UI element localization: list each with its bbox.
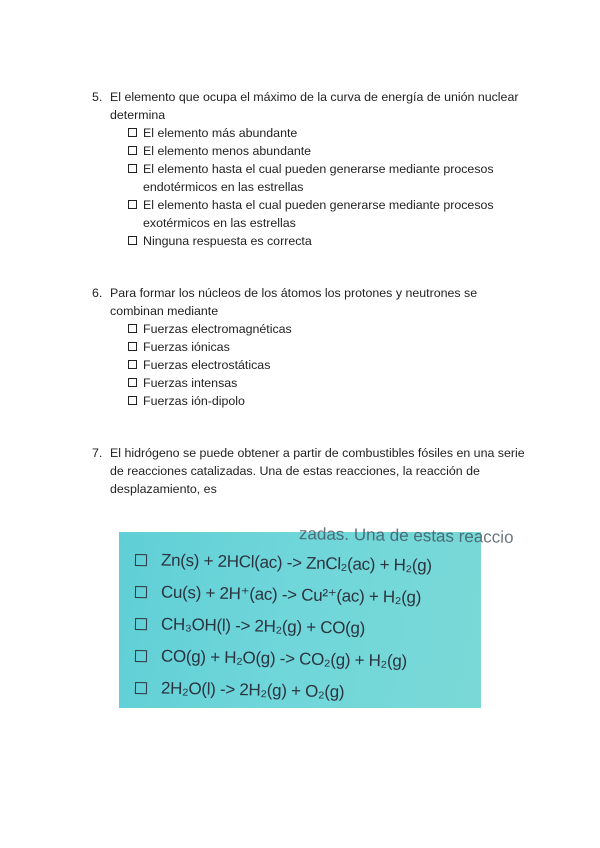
question-text: Para formar los núcleos de los átomos los protones y neutrones se combinan mediante <box>110 286 478 318</box>
option[interactable] <box>128 374 532 392</box>
reaction-text: Zn(s) + 2HCl(ac) -> ZnCl₂(ac) + H₂(g) <box>160 550 432 576</box>
checkbox[interactable] <box>128 164 137 173</box>
checkbox[interactable] <box>128 342 137 351</box>
option[interactable] <box>128 160 532 196</box>
option[interactable] <box>128 196 532 232</box>
options-list <box>92 320 532 410</box>
question-number: 5. <box>92 90 103 104</box>
question-7 <box>92 444 532 498</box>
question-text: El elemento que ocupa el máximo de la curva de energía de unión nuclear determina <box>110 90 519 122</box>
option-label: El elemento hasta el cual pueden generarse mediante procesos endotérmicos en las estrellas <box>143 162 494 194</box>
option-label: Fuerzas electrostáticas <box>143 358 271 372</box>
option[interactable] <box>128 356 532 374</box>
option[interactable] <box>128 392 532 410</box>
option-label: Fuerzas iónicas <box>143 340 230 354</box>
reaction-text: CO(g) + H₂O(g) -> CO₂(g) + H₂(g) <box>160 646 408 671</box>
option[interactable] <box>128 124 532 142</box>
reactions-photo <box>119 524 514 708</box>
option-label: Fuerzas ión-dipolo <box>143 394 245 408</box>
photo-checkbox <box>135 586 147 598</box>
option[interactable] <box>128 338 532 356</box>
checkbox[interactable] <box>128 146 137 155</box>
option[interactable] <box>128 142 532 160</box>
photo-checkbox <box>135 650 147 662</box>
photo-reaction-row <box>135 672 482 711</box>
option-label: El elemento más abundante <box>143 126 298 140</box>
option[interactable] <box>128 320 532 338</box>
option-label: El elemento menos abundante <box>143 144 312 158</box>
checkbox[interactable] <box>128 128 137 137</box>
question-6 <box>92 284 532 410</box>
question-5 <box>92 88 532 250</box>
question-text: El hidrógeno se puede obtener a partir de combustibles fósiles en una serie de reacciones catalizadas. Una de estas reacciones, la reacción de desplazamiento, es <box>110 446 525 496</box>
photo-checkbox <box>135 682 147 694</box>
checkbox[interactable] <box>128 396 137 405</box>
checkbox[interactable] <box>128 360 137 369</box>
photo-reactions-list <box>135 544 481 704</box>
question-number: 7. <box>92 446 103 460</box>
option-label: Fuerzas electromagnéticas <box>143 322 292 336</box>
checkbox[interactable] <box>128 236 137 245</box>
photo-checkbox <box>135 618 147 630</box>
question-number: 6. <box>92 286 103 300</box>
option-label: El elemento hasta el cual pueden generarse mediante procesos exotérmicos en las estrellas <box>143 198 494 230</box>
reaction-text: 2H₂O(l) -> 2H₂(g) + O₂(g) <box>160 678 345 702</box>
reaction-text: CH₃OH(l) -> 2H₂(g) + CO(g) <box>160 614 366 638</box>
checkbox[interactable] <box>128 324 137 333</box>
options-list <box>92 124 532 250</box>
option[interactable] <box>128 232 532 250</box>
photo-checkbox <box>135 554 147 566</box>
checkbox[interactable] <box>128 378 137 387</box>
checkbox[interactable] <box>128 200 137 209</box>
option-label: Ninguna respuesta es correcta <box>143 234 312 248</box>
photo-top-fragment: zadas. Una de estas reaccio <box>298 524 514 547</box>
reaction-text: Cu(s) + 2H⁺(ac) -> Cu²⁺(ac) + H₂(g) <box>160 582 422 607</box>
option-label: Fuerzas intensas <box>143 376 238 390</box>
